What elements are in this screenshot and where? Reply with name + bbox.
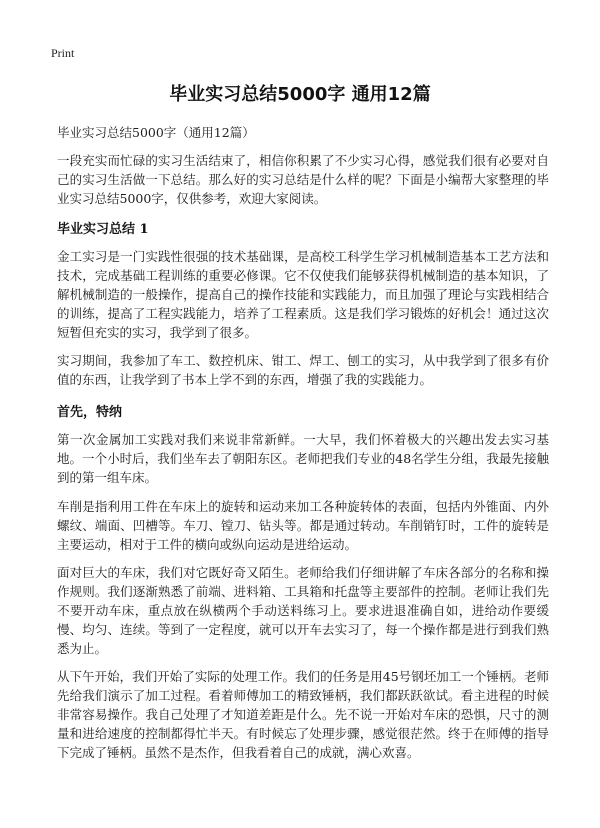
section-heading-1: 毕业实习总结 1	[57, 222, 149, 237]
print-label[interactable]: Print	[51, 46, 75, 60]
section1-paragraph-1: 金工实习是一门实践性很强的技术基础课，是高校工科学生学习机械制造基本工艺方法和技术，完成基础工程训练的重要必修课。它不仅使我们能够获得机械制造的基本知识，了解机械制造的一般操作，提高自己的操作技能和实践能力，而且加强了理论与实践相结合的训练，提高了工程实践能力，培养了工程素质。这是我们学习锻炼的好机会！通过这次短暂但充实的实习，我学到了很多。	[57, 249, 549, 340]
section2-paragraph-3: 面对巨大的车床，我们对它既好奇又陌生。老师给我们仔细讲解了车床各部分的名称和操作规则。我们逐渐熟悉了前端、进料箱、工具箱和托盘等主要部件的控制。老师让我们先不要开动车床，重点放在纵横两个手动送料练习上。要求进退准确自如，进给动作要缓慢、均匀、连续。等到了一定程度，就可以开车去实习了，每一个操作都是进行到我们熟悉为止。	[57, 565, 549, 656]
section2-paragraph-2: 车削是指利用工件在车床上的旋转和运动来加工各种旋转体的表面，包括内外锥面、内外螺纹、端面、凹槽等。车刀、镗刀、钻头等。都是通过转动。车削销钉时，工件的旋转是主要运动，相对于工件的横向或纵向运动是进给运动。	[57, 499, 549, 552]
section-heading-2: 首先，特纳	[57, 405, 123, 420]
intro-paragraph: 一段充实而忙碌的实习生活结束了，相信你积累了不少实习心得，感觉我们很有必要对自己的实习生活做一下总结。那么好的实习总结是什么样的呢？下面是小编帮大家整理的毕业实习总结5000字，仅供参考，欢迎大家阅读。	[57, 153, 549, 206]
section2-paragraph-1: 第一次金属加工实践对我们来说非常新鲜。一大早，我们怀着极大的兴趣出发去实习基地。一个小时后，我们坐车去了朝阳东区。老师把我们专业的48名学生分组，我最先接触到的第一组车床。	[57, 432, 549, 485]
document-subtitle: 毕业实习总结5000字（通用12篇）	[57, 125, 255, 140]
section2-paragraph-4: 从下午开始，我们开始了实际的处理工作。我们的任务是用45号钢坯加工一个锤柄。老师先给我们演示了加工过程。看着师傅加工的精致锤柄，我们都跃跃欲试。看主进程的时候非常容易操作。我自己处理了才知道差距是什么。先不说一开始对车床的恐惧，尺寸的测量和进给速度的控制都得忙半天。有时候忘了处理步骤，感觉很茫然。终于在师傅的指导下完成了锤柄。虽然不是杰作，但我看着自己的成就，满心欢喜。	[57, 669, 549, 760]
page-title: 毕业实习总结5000字 通用12篇	[169, 84, 431, 105]
section1-paragraph-2: 实习期间，我参加了车工、数控机床、钳工、焊工、刨工的实习，从中我学到了很多有价值的东西，让我学到了书本上学不到的东西，增强了我的实践能力。	[57, 353, 549, 387]
